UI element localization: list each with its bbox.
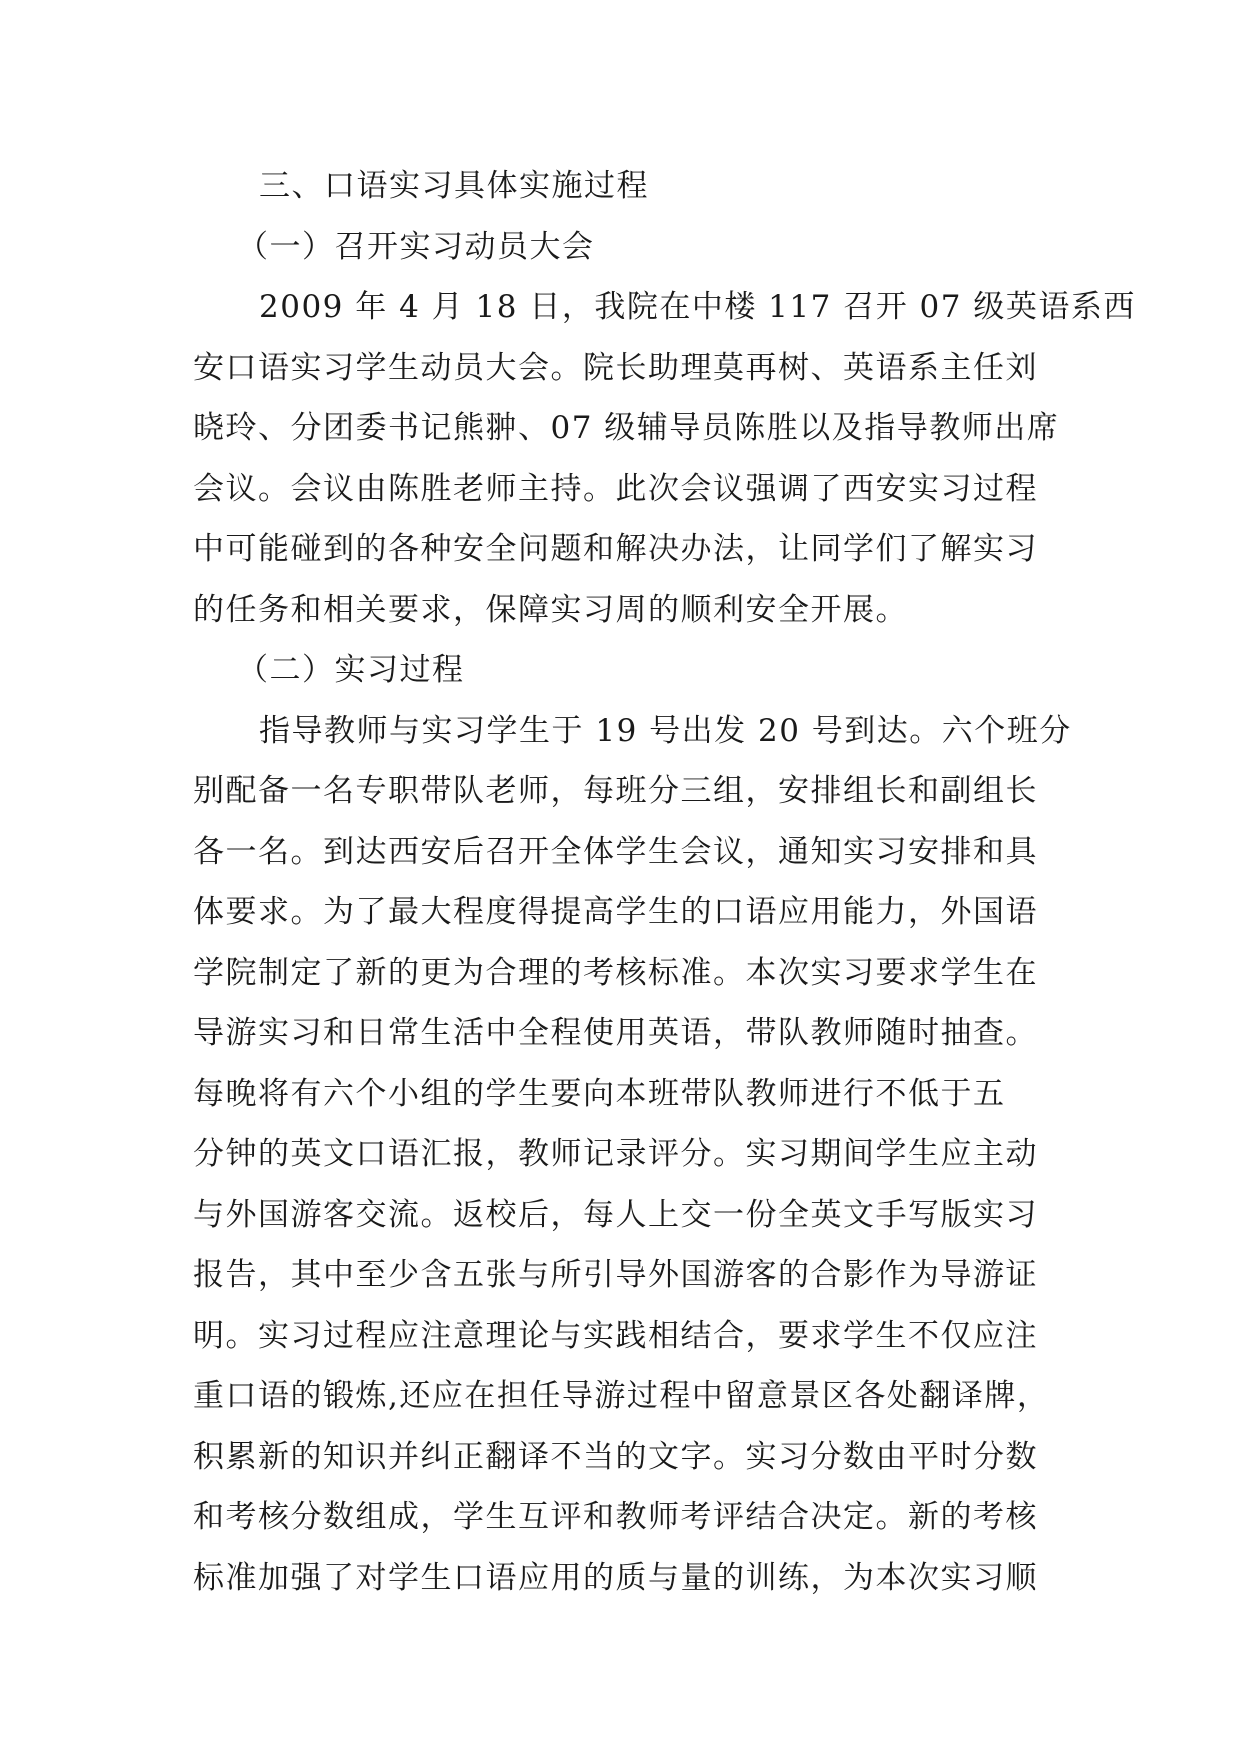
- paragraph-line: 别配备一名专职带队老师，每班分三组，安排组长和副组长: [193, 773, 1038, 809]
- paragraph-line: 中可能碰到的各种安全问题和解决办法，让同学们了解实习: [193, 531, 1038, 567]
- paragraph-line: 会议。会议由陈胜老师主持。此次会议强调了西安实习过程: [193, 470, 1038, 507]
- paragraph-line: 明。实习过程应注意理论与实践相结合，要求学生不仅应注: [193, 1317, 1038, 1354]
- paragraph-line: 指导教师与实习学生于 19 号出发 20 号到达。六个班分: [259, 712, 1072, 749]
- paragraph-line: 学院制定了新的更为合理的考核标准。本次实习要求学生在: [193, 954, 1038, 991]
- paragraph-line: 各一名。到达西安后召开全体学生会议，通知实习安排和具: [193, 833, 1038, 870]
- document-body: [193, 156, 1136, 1608]
- paragraph-line: 晓玲、分团委书记熊翀、07 级辅导员陈胜以及指导教师出席: [193, 410, 1060, 446]
- paragraph-line: 和考核分数组成，学生互评和教师考评结合决定。新的考核: [193, 1499, 1038, 1535]
- subsection-1-paragraph: [193, 277, 1136, 640]
- subsection-1-title: （一）召开实习动员大会: [237, 228, 595, 265]
- paragraph-line: 每晚将有六个小组的学生要向本班带队教师进行不低于五: [193, 1075, 1006, 1112]
- paragraph-line: 重口语的锻炼,还应在担任导游过程中留意景区各处翻译牌，: [193, 1378, 1050, 1414]
- paragraph-line: 体要求。为了最大程度得提高学生的口语应用能力，外国语: [193, 894, 1038, 930]
- paragraph-line: 的任务和相关要求，保障实习周的顺利安全开展。: [193, 591, 908, 628]
- paragraph-line: 积累新的知识并纠正翻译不当的文字。实习分数由平时分数: [193, 1438, 1038, 1475]
- subsection-2-title: （二）实习过程: [237, 652, 465, 688]
- paragraph-line: 2009 年 4 月 18 日，我院在中楼 117 召开 07 级英语系西: [259, 289, 1136, 325]
- paragraph-line: 导游实习和日常生活中全程使用英语，带队教师随时抽查。: [193, 1015, 1038, 1051]
- paragraph-line: 标准加强了对学生口语应用的质与量的训练，为本次实习顺: [193, 1559, 1038, 1596]
- paragraph-line: 报告，其中至少含五张与所引导外国游客的合影作为导游证: [193, 1257, 1038, 1293]
- section-heading: 三、口语实习具体实施过程: [259, 168, 649, 204]
- paragraph-line: 安口语实习学生动员大会。院长助理莫再树、英语系主任刘: [193, 349, 1038, 386]
- subsection-2-paragraph: [193, 701, 1072, 1609]
- paragraph-line: 与外国游客交流。返校后，每人上交一份全英文手写版实习: [193, 1196, 1038, 1233]
- paragraph-line: 分钟的英文口语汇报，教师记录评分。实习期间学生应主动: [193, 1136, 1038, 1172]
